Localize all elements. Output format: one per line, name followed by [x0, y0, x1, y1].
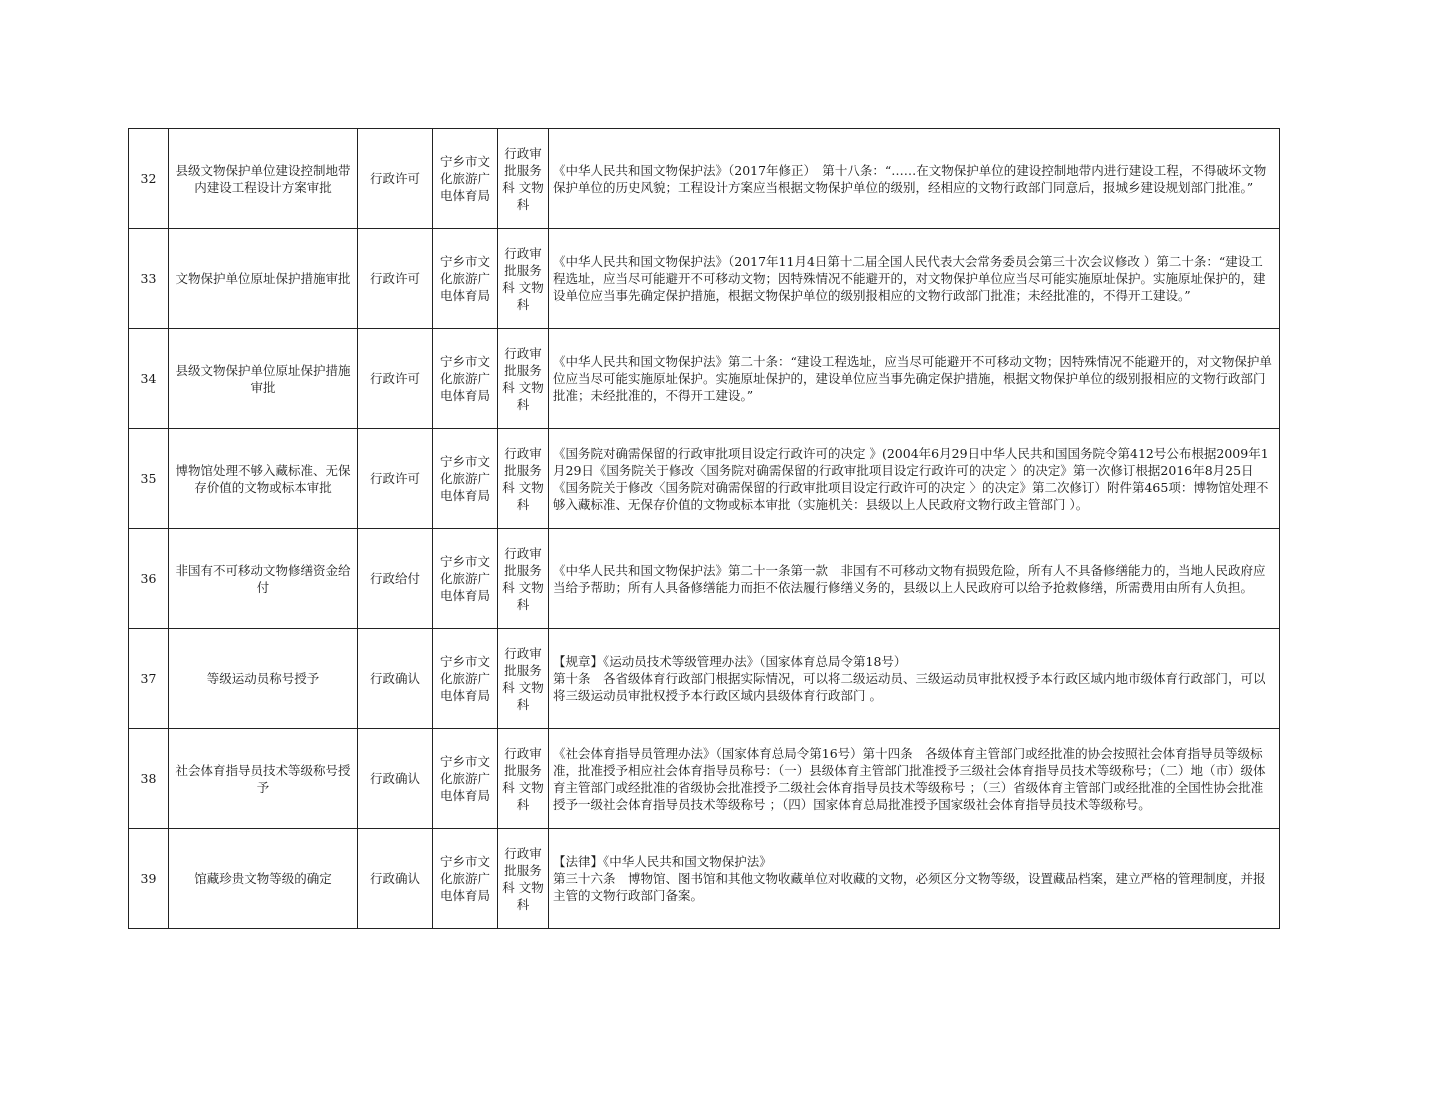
item-department: 行政审批服务科 文物科 — [498, 529, 549, 629]
item-authority: 宁乡市文化旅游广电体育局 — [433, 629, 498, 729]
item-authority: 宁乡市文化旅游广电体育局 — [433, 829, 498, 929]
item-authority: 宁乡市文化旅游广电体育局 — [433, 129, 498, 229]
item-department: 行政审批服务科 文物科 — [498, 829, 549, 929]
item-name: 馆藏珍贵文物等级的确定 — [169, 829, 358, 929]
item-type: 行政许可 — [358, 329, 433, 429]
item-legal-basis: 【规章】《运动员技术等级管理办法》（国家体育总局令第18号） 第十条 各省级体育行政部门根据实际情况，可以将二级运动员、三级运动员审批权授予本行政区域内地市级体育行政部门，可以将三级运动员审批权授予本行政区域内县级体育行政部门 。 — [549, 629, 1280, 729]
item-type: 行政给付 — [358, 529, 433, 629]
item-number: 35 — [129, 429, 169, 529]
item-number: 36 — [129, 529, 169, 629]
table-row — [129, 629, 1280, 729]
item-number: 37 — [129, 629, 169, 729]
item-number: 38 — [129, 729, 169, 829]
item-name: 县级文物保护单位原址保护措施审批 — [169, 329, 358, 429]
item-legal-basis: 《国务院对确需保留的行政审批项目设定行政许可的决定 》(2004年6月29日中华人民共和国国务院令第412号公布根据2009年1月29日《国务院关于修改〈国务院对确需保留的行政审批项目设定行政许可的决定 〉的决定》第一次修订根据2016年8月25日《国务院关于修改〈国务院对确需保留的行政审批项目设定行政许可的决定 〉的决定》第二次修订）附件第465项：博物馆处理不够入藏标准、无保存价值的文物或标本审批（实施机关：县级以上人民政府文物行政主管部门 ）。 — [549, 429, 1280, 529]
table-row — [129, 729, 1280, 829]
item-number: 33 — [129, 229, 169, 329]
table-row — [129, 229, 1280, 329]
item-type: 行政确认 — [358, 829, 433, 929]
table-row — [129, 329, 1280, 429]
table-row — [129, 129, 1280, 229]
item-number: 32 — [129, 129, 169, 229]
item-name: 博物馆处理不够入藏标准、无保存价值的文物或标本审批 — [169, 429, 358, 529]
table-body — [129, 129, 1280, 929]
item-number: 34 — [129, 329, 169, 429]
item-legal-basis: 《中华人民共和国文物保护法》（2017年11月4日第十二届全国人民代表大会常务委员会第三十次会议修改 ）第二十条：“建设工程选址，应当尽可能避开不可移动文物；因特殊情况不能避开的，对文物保护单位应当尽可能实施原址保护。实施原址保护的，建设单位应当事先确定保护措施，根据文物保护单位的级别报相应的文物行政部门批准；未经批准的，不得开工建设。” — [549, 229, 1280, 329]
item-authority: 宁乡市文化旅游广电体育局 — [433, 429, 498, 529]
item-type: 行政许可 — [358, 129, 433, 229]
item-name: 等级运动员称号授予 — [169, 629, 358, 729]
item-department: 行政审批服务科 文物科 — [498, 429, 549, 529]
table-row — [129, 429, 1280, 529]
item-name: 非国有不可移动文物修缮资金给付 — [169, 529, 358, 629]
item-department: 行政审批服务科 文物科 — [498, 129, 549, 229]
item-department: 行政审批服务科 文物科 — [498, 329, 549, 429]
item-legal-basis: 【法律】《中华人民共和国文物保护法》 第三十六条 博物馆、图书馆和其他文物收藏单位对收藏的文物，必须区分文物等级，设置藏品档案，建立严格的管理制度，并报主管的文物行政部门备案。 — [549, 829, 1280, 929]
item-number: 39 — [129, 829, 169, 929]
item-type: 行政许可 — [358, 229, 433, 329]
item-legal-basis: 《中华人民共和国文物保护法》第二十一条第一款 非国有不可移动文物有损毁危险，所有人不具备修缮能力的，当地人民政府应当给予帮助；所有人具备修缮能力而拒不依法履行修缮义务的，县级以上人民政府可以给予抢救修缮，所需费用由所有人负担。 — [549, 529, 1280, 629]
item-legal-basis: 《中华人民共和国文物保护法》（2017年修正） 第十八条：“……在文物保护单位的建设控制地带内进行建设工程，不得破坏文物保护单位的历史风貌；工程设计方案应当根据文物保护单位的级别，经相应的文物行政部门同意后，报城乡建设规划部门批准。” — [549, 129, 1280, 229]
item-name: 社会体育指导员技术等级称号授予 — [169, 729, 358, 829]
item-name: 文物保护单位原址保护措施审批 — [169, 229, 358, 329]
approval-items-table — [128, 128, 1280, 929]
item-department: 行政审批服务科 文物科 — [498, 729, 549, 829]
item-department: 行政审批服务科 文物科 — [498, 629, 549, 729]
item-authority: 宁乡市文化旅游广电体育局 — [433, 329, 498, 429]
item-authority: 宁乡市文化旅游广电体育局 — [433, 229, 498, 329]
item-name: 县级文物保护单位建设控制地带内建设工程设计方案审批 — [169, 129, 358, 229]
table-row — [129, 829, 1280, 929]
item-authority: 宁乡市文化旅游广电体育局 — [433, 529, 498, 629]
item-legal-basis: 《中华人民共和国文物保护法》第二十条：“建设工程选址，应当尽可能避开不可移动文物；因特殊情况不能避开的，对文物保护单位应当尽可能实施原址保护。实施原址保护的，建设单位应当事先确定保护措施，根据文物保护单位的级别报相应的文物行政部门批准；未经批准的，不得开工建设。” — [549, 329, 1280, 429]
table-row — [129, 529, 1280, 629]
item-type: 行政确认 — [358, 629, 433, 729]
item-authority: 宁乡市文化旅游广电体育局 — [433, 729, 498, 829]
item-department: 行政审批服务科 文物科 — [498, 229, 549, 329]
item-type: 行政许可 — [358, 429, 433, 529]
item-legal-basis: 《社会体育指导员管理办法》（国家体育总局令第16号）第十四条 各级体育主管部门或经批准的协会按照社会体育指导员等级标准，批准授予相应社会体育指导员称号：（一）县级体育主管部门批准授予三级社会体育指导员技术等级称号；（二）地（市）级体育主管部门或经批准的省级协会批准授予二级社会体育指导员技术等级称号 ；（三）省级体育主管部门或经批准的全国性协会批准授予一级社会体育指导员技术等级称号 ；（四）国家体育总局批准授予国家级社会体育指导员技术等级称号。 — [549, 729, 1280, 829]
item-type: 行政确认 — [358, 729, 433, 829]
